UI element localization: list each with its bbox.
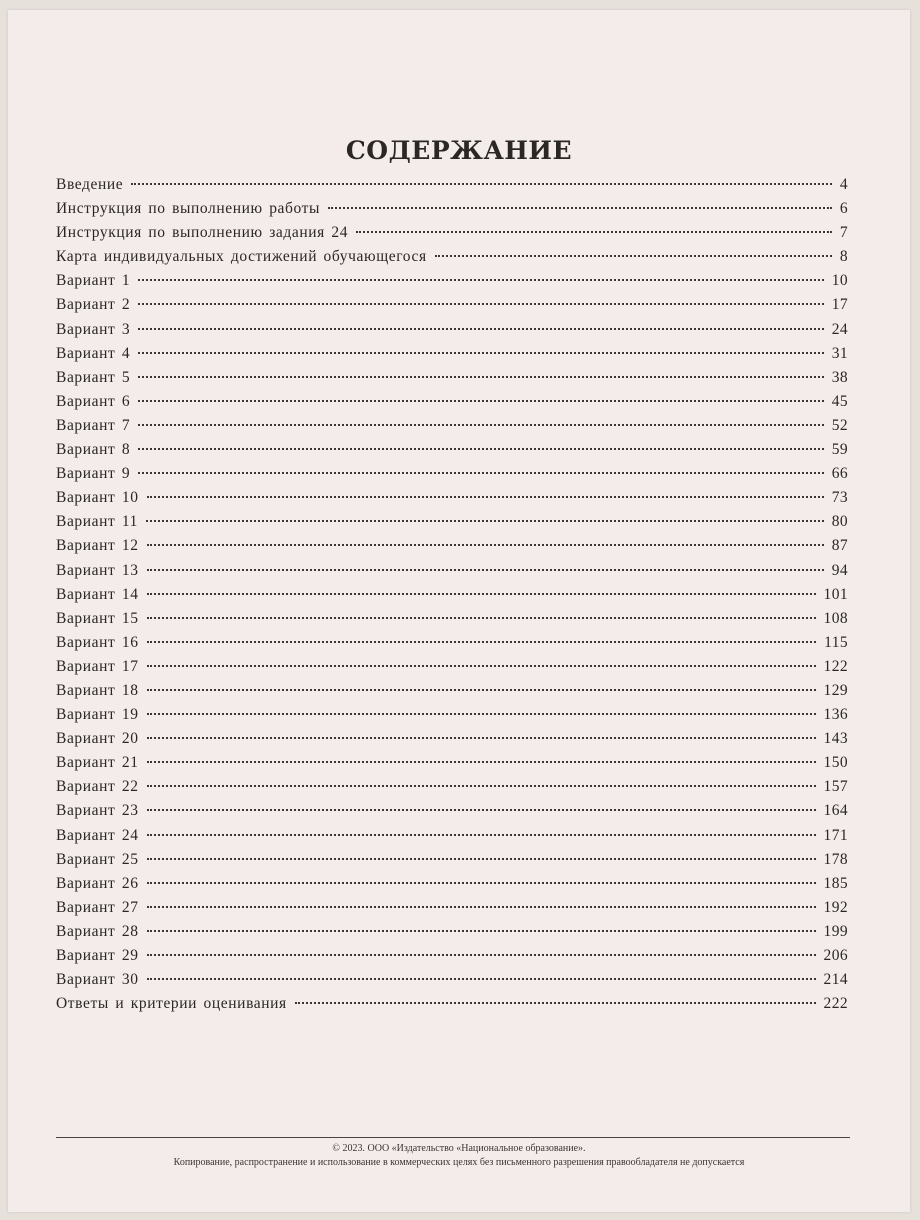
- toc-entry-label: Вариант 9: [56, 465, 131, 483]
- toc-entry-label: Вариант 20: [56, 730, 139, 748]
- toc-entry-label: Вариант 22: [56, 778, 139, 796]
- toc-entry: [56, 176, 848, 200]
- toc-entry-page-number: 206: [823, 947, 848, 964]
- toc-entry-label: Инструкция по выполнению работы: [56, 200, 321, 218]
- footer-copyright: © 2023. ООО «Издательство «Национальное образование».: [332, 1143, 586, 1154]
- toc-entry-page-number: 157: [823, 778, 848, 796]
- toc-entry: [56, 562, 848, 586]
- toc-leader-dots: [138, 352, 823, 354]
- toc-entry-label: Вариант 11: [56, 513, 139, 531]
- footer-divider: [56, 1137, 850, 1138]
- toc-entry: [56, 658, 848, 682]
- toc-entry-label: Вариант 3: [56, 320, 131, 338]
- toc-entry-label: Вариант 21: [56, 754, 139, 772]
- toc-leader-dots: [147, 834, 816, 836]
- toc-entry: [56, 851, 848, 875]
- toc-entry-label: Вариант 18: [56, 681, 139, 699]
- toc-leader-dots: [435, 255, 832, 257]
- toc-entry-page-number: 31: [831, 344, 848, 362]
- toc-entry-label: Введение: [56, 176, 124, 193]
- toc-entry-page-number: 185: [823, 874, 848, 892]
- toc-leader-dots: [147, 665, 816, 667]
- toc-entry: [56, 393, 848, 417]
- toc-entry-page-number: 8: [839, 248, 848, 266]
- toc-entry-page-number: 136: [823, 706, 848, 724]
- toc-entry-page-number: 45: [831, 392, 848, 410]
- toc-entry-page-number: 192: [823, 898, 848, 916]
- toc-leader-dots: [138, 328, 823, 330]
- toc-leader-dots: [138, 448, 823, 450]
- toc-entry-page-number: 94: [831, 561, 848, 579]
- toc-entry-label: Вариант 19: [56, 706, 139, 724]
- toc-entry: [56, 200, 848, 224]
- toc-entry-page-number: 24: [831, 320, 848, 338]
- toc-entry: [56, 610, 848, 634]
- toc-entry-page-number: 6: [839, 200, 848, 218]
- toc-entry: [56, 682, 848, 706]
- toc-entry: [56, 802, 848, 826]
- toc-entry: [56, 827, 848, 851]
- toc-leader-dots: [147, 593, 816, 595]
- toc-entry-page-number: 4: [839, 176, 848, 193]
- toc-entry-page-number: 66: [831, 465, 848, 483]
- toc-entry: [56, 537, 848, 561]
- toc-entry: [56, 995, 848, 1019]
- toc-entry-label: Вариант 2: [56, 296, 131, 314]
- toc-entry-label: Вариант 25: [56, 850, 139, 868]
- toc-entry-label: Вариант 4: [56, 344, 131, 362]
- toc-entry-page-number: 38: [831, 368, 848, 386]
- toc-entry-label: Инструкция по выполнению задания 24: [56, 224, 349, 242]
- toc-entry: [56, 296, 848, 320]
- toc-entry-label: Вариант 23: [56, 802, 139, 820]
- toc-entry: [56, 971, 848, 995]
- toc-entry: [56, 465, 848, 489]
- toc-leader-dots: [146, 520, 824, 522]
- toc-entry-page-number: 115: [824, 633, 848, 651]
- toc-entry: [56, 272, 848, 296]
- toc-entry-page-number: 214: [823, 971, 848, 989]
- toc-leader-dots: [356, 231, 832, 233]
- toc-leader-dots: [147, 930, 816, 932]
- toc-leader-dots: [147, 713, 816, 715]
- toc-entry-page-number: 171: [823, 826, 848, 844]
- toc-entry: [56, 321, 848, 345]
- toc-leader-dots: [295, 1002, 816, 1004]
- toc-leader-dots: [147, 641, 817, 643]
- toc-leader-dots: [147, 689, 816, 691]
- toc-entry-label: Вариант 8: [56, 441, 131, 459]
- toc-entry-page-number: 199: [823, 922, 848, 940]
- toc-entry-label: Вариант 13: [56, 561, 139, 579]
- toc-entry-label: Вариант 15: [56, 609, 139, 627]
- toc-leader-dots: [138, 376, 823, 378]
- toc-leader-dots: [147, 617, 816, 619]
- toc-entry-page-number: 10: [831, 272, 848, 290]
- toc-entry: [56, 417, 848, 441]
- toc-leader-dots: [147, 544, 824, 546]
- toc-entry-label: Вариант 17: [56, 657, 139, 675]
- toc-leader-dots: [147, 882, 816, 884]
- toc-entry: [56, 586, 848, 610]
- toc-leader-dots: [147, 496, 824, 498]
- toc-entry-label: Вариант 7: [56, 416, 131, 434]
- toc-entry: [56, 634, 848, 658]
- toc-entry-page-number: 7: [839, 224, 848, 242]
- toc-leader-dots: [147, 858, 816, 860]
- toc-entry-label: Вариант 1: [56, 272, 131, 290]
- toc-entry: [56, 947, 848, 971]
- toc-entry-label: Вариант 24: [56, 826, 139, 844]
- toc-entry-label: Вариант 5: [56, 368, 131, 386]
- toc-leader-dots: [138, 472, 823, 474]
- toc-leader-dots: [147, 906, 816, 908]
- toc-leader-dots: [147, 809, 816, 811]
- toc-leader-dots: [138, 279, 823, 281]
- toc-entry: [56, 224, 848, 248]
- toc-leader-dots: [147, 954, 816, 956]
- toc-leader-dots: [138, 424, 823, 426]
- toc-entry: [56, 441, 848, 465]
- toc-entry: [56, 730, 848, 754]
- toc-entry-page-number: 178: [823, 850, 848, 868]
- toc-leader-dots: [147, 737, 816, 739]
- toc-entry-label: Вариант 28: [56, 922, 139, 940]
- toc-entry-label: Вариант 29: [56, 947, 139, 964]
- toc-entry-page-number: 87: [831, 537, 848, 555]
- toc-entry-label: Вариант 10: [56, 489, 139, 507]
- toc-entry-label: Вариант 30: [56, 971, 139, 989]
- toc-entry-page-number: 129: [823, 681, 848, 699]
- toc-entry: [56, 778, 848, 802]
- toc-entry: [56, 513, 848, 537]
- toc-leader-dots: [147, 978, 816, 980]
- toc-entry-page-number: 52: [831, 416, 848, 434]
- toc-leader-dots: [147, 785, 816, 787]
- toc-entry-page-number: 108: [823, 609, 848, 627]
- toc-entry-page-number: 73: [831, 489, 848, 507]
- toc-entry: [56, 923, 848, 947]
- toc-entry-page-number: 143: [823, 730, 848, 748]
- toc-leader-dots: [147, 569, 824, 571]
- toc-entry-page-number: 122: [823, 657, 848, 675]
- toc-entry-label: Вариант 14: [56, 585, 139, 603]
- toc-entry: [56, 706, 848, 730]
- toc-entry-label: Ответы и критерии оценивания: [56, 995, 287, 1013]
- toc-entry-page-number: 101: [823, 585, 848, 603]
- toc-entry: [56, 489, 848, 513]
- toc-entry-page-number: 150: [823, 754, 848, 772]
- toc-leader-dots: [138, 303, 823, 305]
- toc-entry-page-number: 80: [831, 513, 848, 531]
- toc-entry-page-number: 59: [831, 441, 848, 459]
- toc-entry: [56, 345, 848, 369]
- document-page: [8, 10, 910, 1212]
- toc-leader-dots: [131, 183, 832, 185]
- toc-entry: [56, 369, 848, 393]
- table-of-contents: [56, 176, 848, 1019]
- toc-entry-label: Карта индивидуальных достижений обучающегося: [56, 248, 427, 266]
- toc-entry: [56, 875, 848, 899]
- toc-entry-label: Вариант 26: [56, 874, 139, 892]
- toc-entry-page-number: 17: [831, 296, 848, 314]
- toc-entry: [56, 754, 848, 778]
- toc-entry-label: Вариант 27: [56, 898, 139, 916]
- footer-notice: Копирование, распространение и использование в коммерческих целях без письменного разрешения правообладателя не допускается: [173, 1157, 745, 1168]
- toc-entry: [56, 248, 848, 272]
- toc-leader-dots: [147, 761, 816, 763]
- toc-leader-dots: [138, 400, 823, 402]
- toc-entry-label: Вариант 6: [56, 392, 131, 410]
- toc-entry-page-number: 222: [823, 995, 848, 1013]
- toc-entry-label: Вариант 16: [56, 633, 139, 651]
- toc-entry: [56, 899, 848, 923]
- toc-entry-label: Вариант 12: [56, 537, 139, 555]
- footer: [8, 1142, 910, 1170]
- toc-leader-dots: [328, 207, 832, 209]
- page-title: СОДЕРЖАНИЕ: [345, 136, 573, 165]
- toc-entry-page-number: 164: [823, 802, 848, 820]
